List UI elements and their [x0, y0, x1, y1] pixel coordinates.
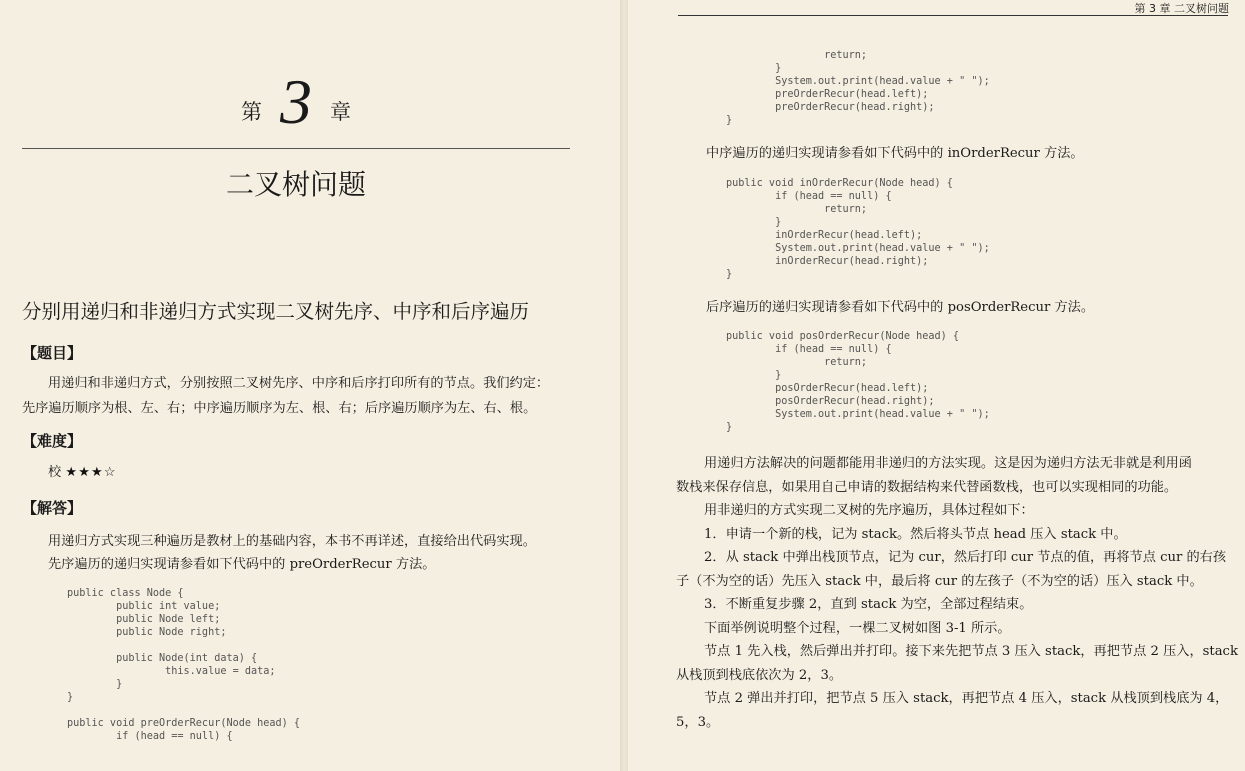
body-line: 用非递归的方式实现二叉树的先序遍历，具体过程如下： [704, 503, 1034, 518]
chapter-title: 二叉树问题 [225, 168, 366, 201]
running-head: 第 3 章 二叉树问题 [1134, 2, 1229, 15]
difficulty-level: 校 [48, 465, 62, 480]
code-preorder-end: return; } System.out.print(head.value + " "); preOrderRecur(head.left); preOrderRecur(head.right); } [726, 50, 990, 126]
body-line: 3．不断重复步骤 2，直到 stack 为空，全部过程结束。 [704, 597, 1033, 612]
left-page [0, 0, 620, 771]
body-line: 1．申请一个新的栈，记为 stack。然后将头节点 head 压入 stack 中。 [704, 526, 1127, 542]
body-line: 数栈来保存信息，如果用自己申请的数据结构来代替函数栈，也可以实现相同的功能。 [676, 479, 1178, 495]
body-line: 2．从 stack 中弹出栈顶节点，记为 cur，然后打印 cur 节点的值，再将节点 cur 的右孩 [704, 550, 1227, 565]
chapter-divider [22, 148, 570, 149]
problem-label: 【题目】 [22, 344, 83, 362]
body-line: 用递归方法解决的问题都能用非递归的方法实现。这是因为递归方法无非就是利用函 [704, 456, 1192, 471]
answer-label: 【解答】 [22, 499, 83, 517]
difficulty-stars: ★★★☆ [65, 465, 117, 480]
body-line: 下面举例说明整个过程，一棵二叉树如图 3-1 所示。 [704, 620, 1011, 636]
problem-line-2: 先序遍历顺序为根、左、右；中序遍历顺序为左、根、右；后序遍历顺序为左、右、根。 [22, 401, 537, 416]
postorder-intro: 后序遍历的递归实现请参看如下代码中的 posOrderRecur 方法。 [706, 300, 1095, 315]
inorder-intro: 中序遍历的递归实现请参看如下代码中的 inOrderRecur 方法。 [706, 146, 1084, 161]
chapter-heading [22, 66, 570, 137]
answer-line-1: 用递归方式实现三种遍历是教材上的基础内容，本书不再详述，直接给出代码实现。 [48, 534, 536, 549]
answer-line-2: 先序遍历的递归实现请参看如下代码中的 preOrderRecur 方法。 [48, 557, 436, 572]
chapter-number: 3 [280, 66, 312, 137]
body-text [676, 452, 1238, 734]
book-gutter [620, 0, 628, 771]
right-page [628, 0, 1245, 771]
section-title: 分别用递归和非递归方式实现二叉树先序、中序和后序遍历 [22, 300, 530, 323]
body-line: 5，3。 [676, 714, 720, 730]
body-line: 从栈顶到栈底依次为 2，3。 [676, 667, 843, 683]
problem-line-1: 用递归和非递归方式，分别按照二叉树先序、中序和后序打印所有的节点。我们约定： [48, 376, 550, 391]
difficulty-rating [48, 460, 117, 485]
difficulty-label: 【难度】 [22, 432, 83, 450]
body-line: 子（不为空的话）先压入 stack 中，最后将 cur 的左孩子（不为空的话）压入 stack 中。 [676, 573, 1203, 589]
code-postorder: public void posOrderRecur(Node head) { if (head == null) { return; } posOrderRecur(head.left); posOrderRecur(head.right); System.out.print(head.value + " "); } [726, 331, 990, 433]
body-line: 节点 2 弹出并打印，把节点 5 压入 stack，再把节点 4 压入，stack 从栈顶到栈底为 4， [704, 691, 1229, 706]
running-head-rule [678, 15, 1228, 16]
chapter-suffix: 章 [330, 100, 351, 124]
code-inorder: public void inOrderRecur(Node head) { if (head == null) { return; } inOrderRecur(head.left); System.out.print(head.value + " "); inOrderRecur(head.right); } [726, 178, 990, 280]
body-line: 节点 1 先入栈，然后弹出并打印。接下来先把节点 3 压入 stack，再把节点 2 压入，stack [704, 644, 1238, 659]
chapter-prefix: 第 [241, 100, 262, 124]
code-node-class: public class Node { public int value; public Node left; public Node right; public Node(int data) { this.value = data; } } public void preOrderRecur(Node head) { if (head == null) { [67, 588, 301, 742]
